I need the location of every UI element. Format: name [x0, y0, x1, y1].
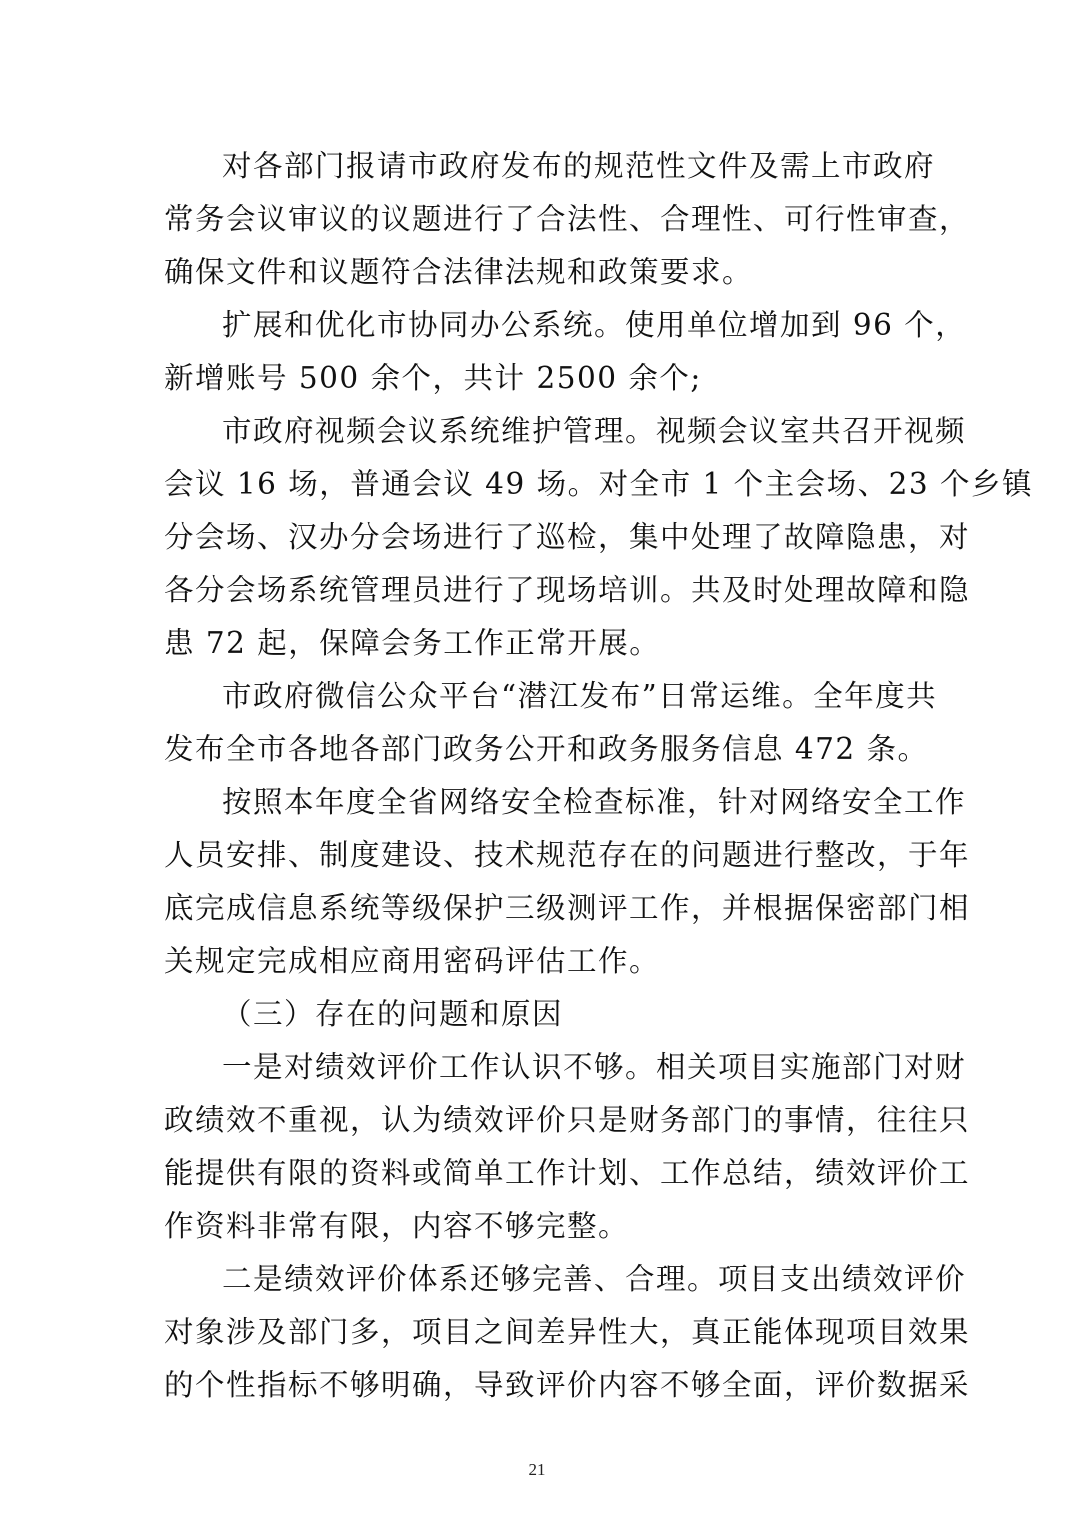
- text-line: 各分会场系统管理员进行了现场培训。共及时处理故障和隐: [164, 573, 971, 607]
- text-line: 关规定完成相应商用密码评估工作。: [164, 944, 661, 978]
- text-line: 发布全市各地各部门政务公开和政务服务信息 472 条。: [164, 732, 929, 766]
- text-line: 市政府视频会议系统维护管理。视频会议室共召开视频: [222, 414, 967, 448]
- text-line: 按照本年度全省网络安全检查标准，针对网络安全工作: [222, 785, 967, 819]
- text-line: 政绩效不重视，认为绩效评价只是财务部门的事情，往往只: [164, 1103, 971, 1137]
- text-line: 会议 16 场，普通会议 49 场。对全市 1 个主会场、23 个乡镇: [164, 467, 1034, 501]
- text-line: 对各部门报请市政府发布的规范性文件及需上市政府: [222, 149, 936, 183]
- text-line: 二是绩效评价体系还够完善、合理。项目支出绩效评价: [222, 1262, 967, 1296]
- page-number: 21: [528, 1460, 546, 1479]
- text-line: 作资料非常有限，内容不够完整。: [164, 1209, 630, 1243]
- text-line: 新增账号 500 余个，共计 2500 余个;: [164, 361, 702, 395]
- text-line: 患 72 起，保障会务工作正常开展。: [164, 626, 661, 660]
- text-line: 市政府微信公众平台“潜江发布”日常运维。全年度共: [222, 679, 938, 713]
- text-line: 底完成信息系统等级保护三级测评工作，并根据保密部门相: [164, 891, 971, 925]
- text-line: 扩展和优化市协同办公系统。使用单位增加到 96 个，: [222, 308, 967, 342]
- text-line: 分会场、汉办分会场进行了巡检，集中处理了故障隐患，对: [164, 520, 971, 554]
- text-line: 确保文件和议题符合法律法规和政策要求。: [164, 255, 754, 289]
- text-line: 一是对绩效评价工作认识不够。相关项目实施部门对财: [222, 1050, 967, 1084]
- body-text: [164, 140, 1034, 1412]
- text-line: 能提供有限的资料或简单工作计划、工作总结，绩效评价工: [164, 1156, 971, 1190]
- text-line: 的个性指标不够明确，导致评价内容不够全面，评价数据采: [164, 1368, 971, 1402]
- text-line: 常务会议审议的议题进行了合法性、合理性、可行性审查，: [164, 202, 971, 236]
- text-line: 人员安排、制度建设、技术规范存在的问题进行整改，于年: [164, 838, 971, 872]
- section-heading: （三）存在的问题和原因: [222, 997, 564, 1031]
- text-line: 对象涉及部门多，项目之间差异性大，真正能体现项目效果: [164, 1315, 971, 1349]
